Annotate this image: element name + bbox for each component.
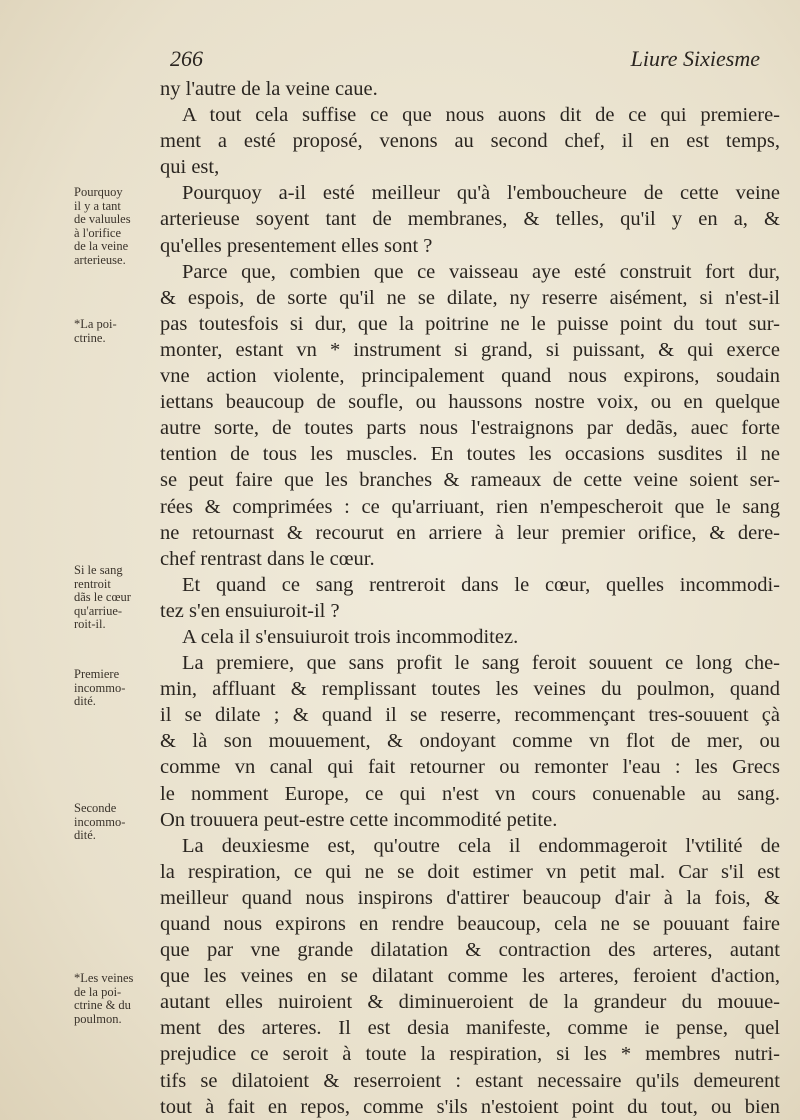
text-line-content: ment des arteres. Il est desia manifeste, comme ie pense, quel: [160, 1017, 780, 1040]
text-line-content: On trouuera peut-estre cette incommodité petite.: [160, 808, 558, 831]
text-line-content: arterieuse soyent tant de membranes, & telles, qu'il y en a, &: [160, 208, 780, 231]
text-line-content: ne retournast & recourut en arriere à leur premier orifice, & dere-: [160, 521, 780, 544]
margin-note-veines: [74, 972, 158, 1026]
text-line: [160, 859, 780, 885]
text-line: [160, 154, 780, 180]
margin-note-line: dité.: [74, 694, 96, 708]
margin-note-line: dité.: [74, 828, 96, 842]
text-line-content: que par vne grande dilatation & contraction des arteres, autant: [160, 939, 780, 962]
text-line-content: vne action violente, principalement quand nous expirons, soudain: [160, 365, 780, 388]
margin-note-valves: [74, 186, 158, 267]
text-line: [160, 676, 780, 702]
text-line: [160, 206, 780, 232]
margin-note-line: rentroit: [74, 576, 111, 591]
margin-note-line: Premiere: [74, 667, 120, 681]
text-line: [160, 285, 780, 311]
text-line-content: la respiration, ce qui ne se doit estimer vn petit mal. Car s'il est: [160, 860, 780, 883]
text-line: [160, 963, 780, 989]
text-line: [160, 1041, 780, 1067]
text-line: [160, 259, 780, 285]
text-line-content: A cela il s'ensuiuroit trois incommoditez.: [182, 625, 519, 648]
text-line: [160, 989, 780, 1015]
margin-note-seconde: [74, 802, 158, 843]
text-line-content: le nomment Europe, ce qui n'est vn cours conuenable au sang.: [160, 782, 780, 805]
margin-note-line: Seconde: [74, 801, 117, 815]
margin-note-line: poulmon.: [74, 1011, 122, 1026]
text-line-content: tez s'en ensuiuroit-il ?: [160, 599, 340, 622]
text-line-content: & là son mouuement, & ondoyant comme vn flot de mer, ou: [160, 730, 780, 753]
text-line: [160, 546, 780, 572]
page-number: 266: [170, 46, 203, 71]
margin-note-line: Si le sang: [74, 563, 123, 577]
margin-note-premiere: [74, 668, 158, 709]
text-line: [160, 833, 780, 859]
text-line-content: se peut faire que les branches & rameaux de cette veine soient ser-: [160, 469, 780, 492]
text-line: [160, 494, 780, 520]
running-title: Liure Sixiesme: [630, 46, 760, 71]
text-line: [160, 598, 780, 624]
margin-note-line: il y a tant: [74, 198, 121, 213]
text-line-content: Parce que, combien que ce vaisseau aye esté construit fort dur,: [182, 260, 780, 283]
text-line: [160, 76, 780, 102]
text-line: [160, 102, 780, 128]
text-line: [160, 1015, 780, 1041]
page-header: [160, 46, 760, 76]
text-line-content: quand nous expirons en rendre beaucoup, cela ne se pouuant faire: [160, 913, 780, 935]
text-line: [160, 1094, 780, 1120]
text-line: [160, 128, 780, 154]
margin-note-line: de la veine: [74, 239, 129, 253]
margin-note-line: arterieuse.: [74, 252, 126, 267]
margin-note-sang: [74, 564, 158, 632]
text-line: [160, 702, 780, 728]
text-line: [160, 572, 780, 598]
text-line: [160, 233, 780, 259]
text-line-content: tention de tous les muscles. En toutes les occasions susdites il ne: [160, 443, 780, 466]
margin-note-line: qu'arriue-: [74, 603, 123, 618]
text-line: [160, 363, 780, 389]
text-line-content: prejudice ce seroit à toute la respiration, si les * membres nutri-: [160, 1043, 780, 1066]
text-line-content: ment a esté proposé, venons au second chef, il en est temps,: [160, 130, 780, 153]
text-line-content: autre sorte, de toutes parts nous l'estraignons par dedãs, auec forte: [160, 417, 780, 440]
main-text: [160, 76, 780, 1120]
text-line: [160, 311, 780, 337]
text-line-content: & espois, de sorte qu'il ne se dilate, ny reserre aisément, si n'est-il: [160, 286, 780, 309]
text-line-content: il se dilate ; & quand il se reserre, recommençant tres-souuent çà: [160, 704, 780, 727]
text-line: [160, 728, 780, 754]
text-line-content: chef rentrast dans le cœur.: [160, 547, 375, 570]
text-line: [160, 467, 780, 493]
text-line: [160, 520, 780, 546]
text-line: [160, 180, 780, 206]
text-line: [160, 807, 780, 833]
text-line-content: iettans beaucoup de soufle, ou haussons nostre voix, ou en quelque: [160, 391, 780, 414]
text-line-content: meilleur quand nous inspirons d'attirer beaucoup d'air à la fois, &: [160, 886, 780, 909]
margin-note-line: de la poi-: [74, 984, 122, 999]
margin-note-line: de valuules: [74, 212, 131, 226]
text-line: [160, 781, 780, 807]
text-line: [160, 337, 780, 363]
text-line-content: autant elles nuiroient & diminueroient de la grandeur du mouue-: [160, 991, 780, 1014]
margin-note-line: *La poi-: [74, 317, 117, 331]
text-line: [160, 415, 780, 441]
text-line-content: qu'elles presentement elles sont ?: [160, 234, 433, 257]
text-line-content: rées & comprimées : ce qu'arriuant, rien n'empescheroit que le sang: [160, 495, 780, 518]
margin-note-line: *Les veines: [74, 971, 134, 985]
text-line-content: ny l'autre de la veine caue.: [160, 78, 378, 100]
text-line-content: qui est,: [160, 156, 220, 179]
text-line-content: min, affluant & remplissant toutes les veines du poulmon, quand: [160, 678, 780, 701]
margin-note-line: à l'orifice: [74, 225, 122, 240]
text-line-content: A tout cela suffise ce que nous auons dit de ce qui premiere-: [182, 104, 780, 127]
margin-note-line: incommo-: [74, 814, 126, 829]
margin-note-line: incommo-: [74, 680, 126, 695]
text-line: [160, 937, 780, 963]
text-line: [160, 1068, 780, 1094]
margin-note-line: ctrine.: [74, 330, 106, 345]
text-line: [160, 885, 780, 911]
text-line-content: La premiere, que sans profit le sang feroit souuent ce long che-: [182, 652, 780, 675]
text-line-content: tifs se dilatoient & reserroient : estant necessaire qu'ils demeurent: [160, 1069, 780, 1092]
text-line: [160, 754, 780, 780]
margin-note-poitrine: [74, 318, 158, 345]
text-line: [160, 389, 780, 415]
text-line-content: que les veines en se dilatant comme les arteres, feroient d'action,: [160, 965, 780, 988]
margin-note-line: Pourquoy: [74, 185, 123, 199]
margin-note-line: dãs le cœur: [74, 590, 131, 604]
text-line: [160, 650, 780, 676]
text-line-content: monter, estant vn * instrument si grand, si puissant, & qui exerce: [160, 338, 780, 361]
text-line-content: La deuxiesme est, qu'outre cela il endommageroit l'vtilité de: [182, 834, 780, 857]
text-line: [160, 624, 780, 650]
text-line-content: pas toutesfois si dur, que la poitrine ne le puisse point du tout sur-: [160, 312, 780, 335]
text-line-content: Pourquoy a-il esté meilleur qu'à l'emboucheure de cette veine: [182, 182, 780, 205]
text-line-content: comme vn canal qui fait retourner ou remonter l'eau : les Grecs: [160, 756, 780, 779]
text-line-content: tout à fait en repos, comme s'ils n'estoient point du tout, ou bien: [160, 1095, 780, 1118]
margin-note-line: roit-il.: [74, 617, 106, 631]
margin-note-line: ctrine & du: [74, 998, 131, 1012]
text-line: [160, 441, 780, 467]
text-line-content: Et quand ce sang rentreroit dans le cœur, quelles incommodi-: [182, 573, 780, 596]
text-line: [160, 911, 780, 937]
